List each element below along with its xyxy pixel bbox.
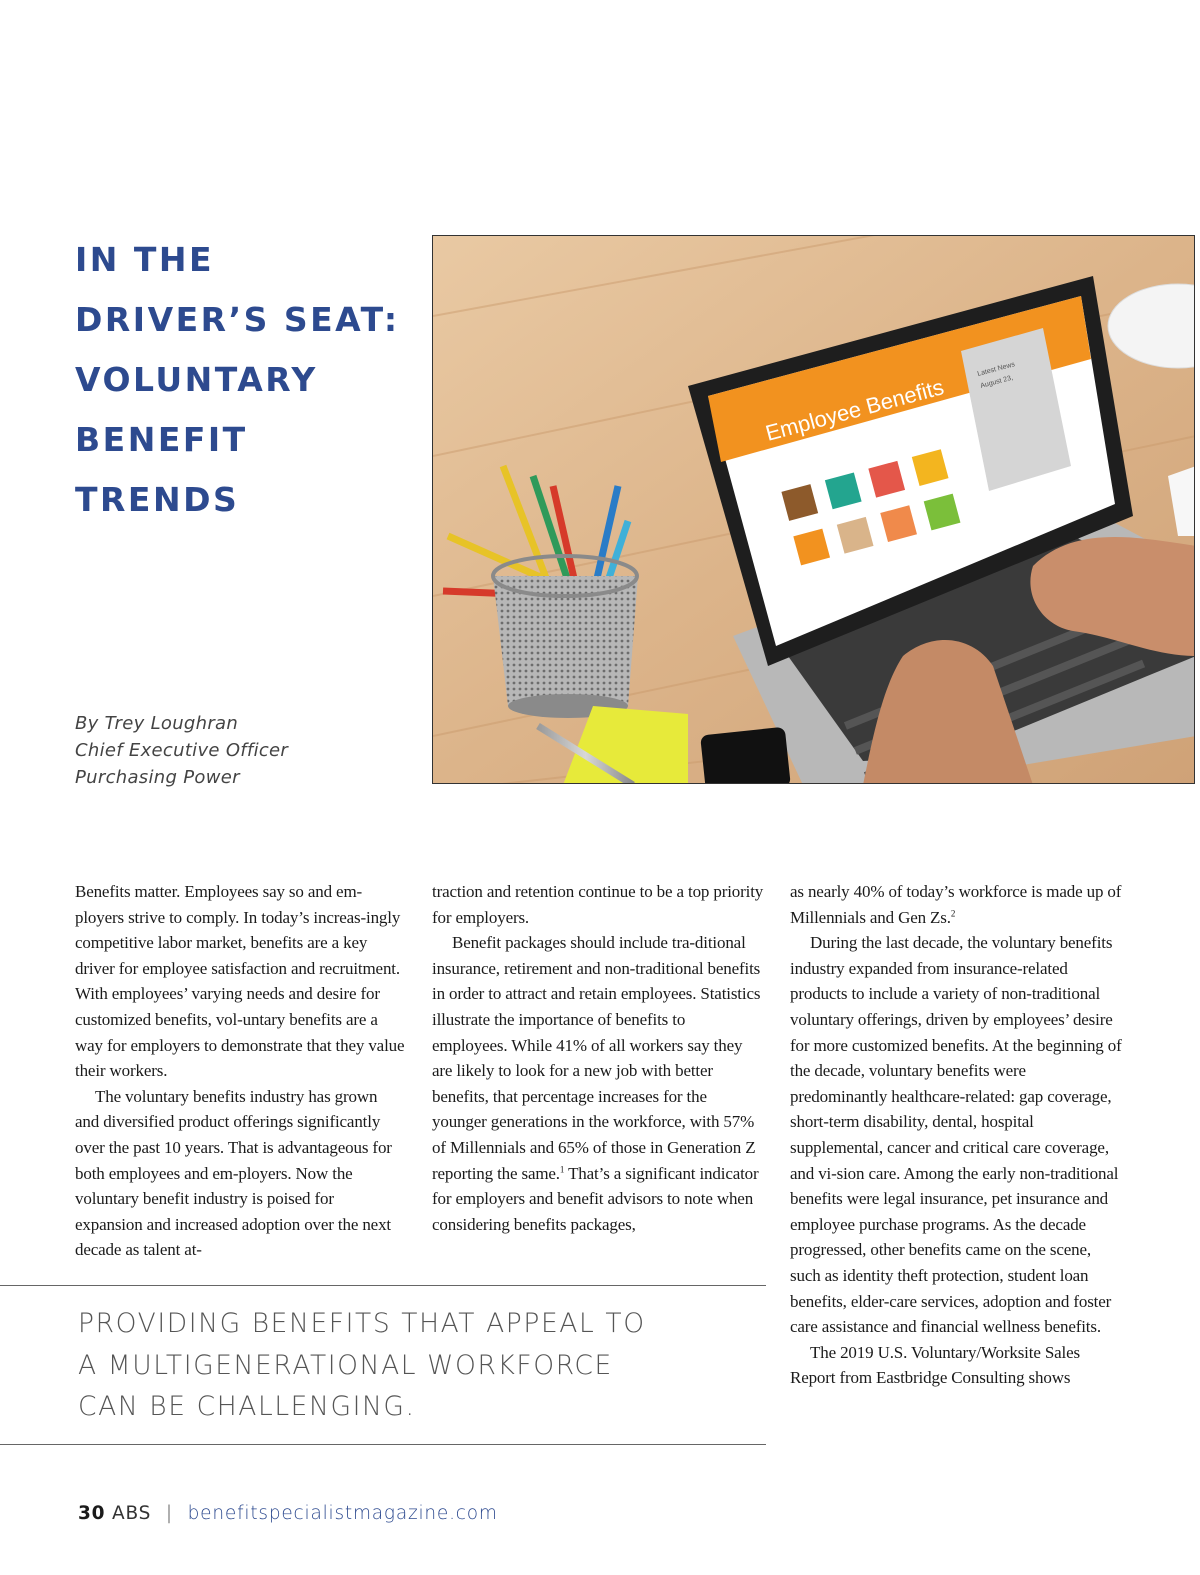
laptop-desk-illustration [433, 236, 1195, 784]
pullquote-line: CAN BE CHALLENGING. [78, 1391, 416, 1422]
byline [75, 710, 405, 791]
title-line: TRENDS [75, 480, 240, 519]
news-date: August 23, [979, 374, 1014, 390]
pullquote-line: PROVIDING BENEFITS THAT APPEAL TO [78, 1308, 646, 1339]
paragraph-text: Benefit packages should include tra-ditional insurance, retirement and non-traditional benefits in order to attract and retain employees. Statistics illustrate the importance of benefits to employees. While 41% of all workers say they are likely to look for a new job with better benefits, that percentage increases for the younger generations in the workforce, with 57% of Millennials and 65% of those in Generation Z reporting the same. [432, 933, 761, 1183]
body-column-2 [432, 879, 764, 1237]
article-title [75, 230, 415, 530]
title-line: IN THE [75, 240, 215, 279]
latest-news-label: Latest News [976, 361, 1016, 378]
footnote-ref[interactable]: 1 [559, 1163, 565, 1174]
page-number: 30 [78, 1503, 106, 1524]
pullquote-bottom-rule [0, 1444, 766, 1445]
paragraph: The voluntary benefits industry has grown and diversified product offerings significantly over the past 10 years. That is advantageous for both employees and em-ployers. Now the voluntary benefit industry is poised for expansion and increased adoption over the next decade as talent at- [75, 1086, 392, 1260]
footnote-ref[interactable]: 2 [950, 907, 956, 918]
publication-name: ABS [112, 1503, 152, 1524]
title-line: DRIVER’S SEAT: [75, 300, 400, 339]
paragraph [432, 930, 764, 1237]
paragraph: The 2019 U.S. Voluntary/Worksite Sales Report from Eastbridge Consulting shows [790, 1342, 1080, 1388]
paragraph: Benefits matter. Employees say so and em-ployers strive to comply. In today’s increas-ingly competitive labor market, benefits are a key driver for employee satisfaction and recruitment. With employees’ varying needs and desire for customized benefits, vol-untary benefits are a way for employers to demonstrate that they value their workers. [75, 882, 405, 1081]
paragraph [790, 879, 1122, 930]
body-column-3 [790, 879, 1122, 1391]
article-photo [432, 235, 1195, 784]
pullquote-top-rule [0, 1285, 766, 1286]
paragraph-text: as nearly 40% of today’s workforce is made up of Millennials and Gen Zs. [790, 882, 1122, 927]
page-footer [78, 1503, 498, 1524]
pullquote-line: A MULTIGENERATIONAL WORKFORCE [78, 1349, 613, 1381]
author-name: By Trey Loughran [75, 713, 239, 734]
footer-separator: | [165, 1503, 173, 1524]
author-title: Chief Executive Officer [75, 740, 289, 761]
pullquote [78, 1303, 758, 1428]
screen-title: Employee Benefits [762, 374, 947, 446]
title-line: BENEFIT [75, 420, 248, 459]
paragraph: traction and retention continue to be a top priority for employers. [432, 882, 764, 927]
paragraph-text: That’s a significant indicator for employers and benefit advisors to note when considering benefits packages, [432, 1163, 759, 1234]
body-column-1 [75, 879, 405, 1263]
website-link[interactable]: benefitspecialistmagazine.com [187, 1503, 498, 1524]
author-company: Purchasing Power [75, 767, 240, 788]
title-line: VOLUNTARY [75, 360, 318, 399]
paragraph: During the last decade, the voluntary benefits industry expanded from insurance-related products to include a variety of non-traditional voluntary offerings, driven by employees’ desire for more customized benefits. At the beginning of the decade, voluntary benefits were predominantly healthcare-related: gap coverage, short-term disability, dental, hospital supplemental, cancer and critical care coverage, and vi-sion care. Among the early non-traditional benefits were legal insurance, pet insurance and employee purchase programs. As the decade progressed, other benefits came on the scene, such as identity theft protection, student loan benefits, elder-care services, adoption and foster care assistance and financial wellness benefits. [790, 933, 1122, 1337]
